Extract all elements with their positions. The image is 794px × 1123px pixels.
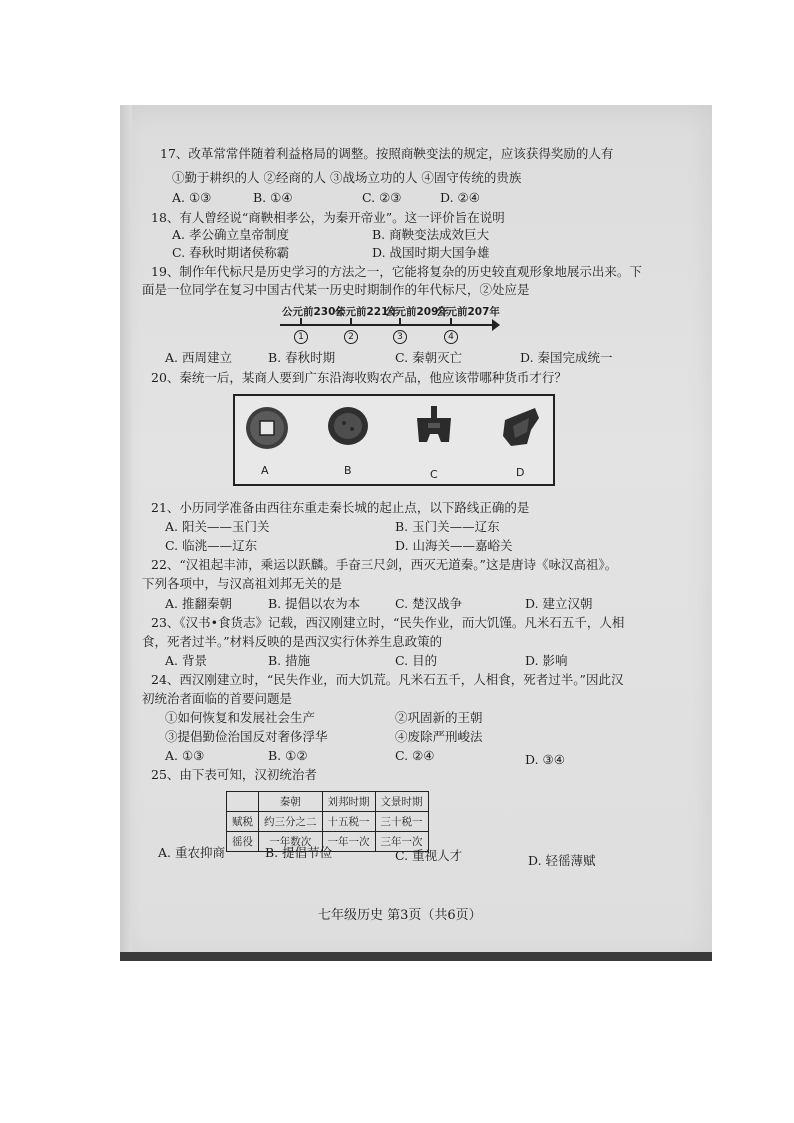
table-header-cell: 秦朝 [259, 792, 323, 812]
timeline-year-1: 公元前230年 [282, 306, 346, 318]
q23-option-a: A. 背景 [165, 653, 207, 668]
q24-option-a: A. ①③ [165, 748, 205, 763]
table-cell: 一年数次 [259, 832, 323, 852]
table-header-cell: 文景时期 [375, 792, 428, 812]
q22-option-a: A. 推翻秦朝 [165, 596, 232, 611]
q17-stem: 17、改革常常伴随着利益格局的调整。按照商鞅变法的规定，应该获得奖励的人有 [160, 146, 614, 161]
coin-image-box [233, 394, 555, 486]
timeline-tick [399, 318, 401, 326]
timeline-mark-2: 2 [344, 330, 358, 344]
q23-option-d: D. 影响 [525, 653, 568, 668]
table-cell: 赋税 [227, 812, 259, 832]
q24-item-2: ②巩固新的王朝 [395, 710, 483, 725]
q21-option-b: B. 玉门关——辽东 [395, 519, 500, 534]
coin-b-round-icon [328, 407, 368, 445]
q24-stem-line2: 初统治者面临的首要问题是 [142, 691, 293, 706]
q18-option-b: B. 商鞅变法成效巨大 [372, 227, 490, 242]
q22-option-b: B. 提倡以农为本 [268, 596, 361, 611]
coin-a-banliang-icon [246, 407, 288, 449]
coin-label-d: D [516, 466, 525, 479]
q25-option-c: C. 重视人才 [395, 848, 463, 863]
q23-option-b: B. 措施 [268, 653, 311, 668]
q24-option-d: D. ③④ [525, 752, 565, 767]
q19-option-a: A. 西周建立 [165, 350, 232, 365]
q21-option-a: A. 阳关——玉门关 [165, 519, 270, 534]
timeline-year-4: 公元前207年 [436, 306, 500, 318]
coin-label-c: C [430, 468, 438, 481]
timeline-tick [350, 318, 352, 326]
table-cell: 十五税一 [322, 812, 375, 832]
table-header-cell [227, 792, 259, 812]
q25-option-d: D. 轻徭薄赋 [528, 853, 596, 868]
q23-stem-line2: 食，死者过半。”材料反映的是西汉实行休养生息政策的 [142, 634, 443, 649]
q17-option-c: C. ②③ [362, 190, 402, 205]
timeline-mark-3: 3 [393, 330, 407, 344]
coin-d-irregular-icon [503, 408, 539, 446]
q17-items: ①勤于耕织的人 ②经商的人 ③战场立功的人 ④固守传统的贵族 [172, 170, 522, 185]
coin-label-b: B [344, 464, 352, 477]
q17-option-b: B. ①④ [253, 190, 293, 205]
q23-option-c: C. 目的 [395, 653, 438, 668]
q22-stem-line2: 下列各项中，与汉高祖刘邦无关的是 [142, 576, 343, 591]
q21-stem: 21、小历同学准备由西往东重走秦长城的起止点，以下路线正确的是 [151, 500, 530, 515]
q22-option-c: C. 楚汉战争 [395, 596, 463, 611]
coin-label-a: A [261, 464, 269, 477]
q24-item-4: ④废除严刑峻法 [395, 729, 483, 744]
coin-c-spade-icon [417, 406, 451, 442]
q24-stem-line1: 24、西汉刚建立时，“民失作业，而大饥荒。凡米石五千，人相食，死者过半。”因此汉 [151, 672, 624, 687]
q22-option-d: D. 建立汉朝 [525, 596, 593, 611]
q18-option-d: D. 战国时期大国争雄 [372, 245, 490, 260]
q18-option-a: A. 孝公确立皇帝制度 [172, 227, 289, 242]
q24-option-c: C. ②④ [395, 748, 435, 763]
table-cell: 三十税一 [375, 812, 428, 832]
page-footer: 七年级历史 第3页（共6页） [318, 908, 482, 923]
timeline-mark-4: 4 [444, 330, 458, 344]
q19-stem-line1: 19、制作年代标尺是历史学习的方法之一，它能将复杂的历史较直观形象地展示出来。下 [151, 264, 642, 279]
q22-stem-line1: 22、“汉祖起丰沛，乘运以跃麟。手奋三尺剑，西灭无道秦。”这是唐诗《咏汉高祖》。 [151, 557, 618, 572]
page-shadow [120, 105, 132, 961]
table-header-row [227, 792, 429, 812]
table-cell: 三年一次 [375, 832, 428, 852]
page-bottom-edge [120, 952, 712, 961]
q21-option-c: C. 临洮——辽东 [165, 538, 258, 553]
timeline-tick [450, 318, 452, 326]
timeline-tick [300, 318, 302, 326]
table-row [227, 812, 429, 832]
q18-option-c: C. 春秋时期诸侯称霸 [172, 245, 290, 260]
q24-option-b: B. ①② [268, 748, 308, 763]
q24-item-1: ①如何恢复和发展社会生产 [165, 710, 316, 725]
q21-option-d: D. 山海关——嘉峪关 [395, 538, 513, 553]
q24-item-3: ③提倡勤俭治国反对奢侈浮华 [165, 729, 328, 744]
q17-option-a: A. ①③ [172, 190, 212, 205]
q19-stem-line2: 面是一位同学在复习中国古代某一历史时期制作的年代标尺，②处应是 [142, 282, 530, 297]
table-cell: 约三分之二 [259, 812, 323, 832]
q20-stem: 20、秦统一后，某商人要到广东沿海收购农产品，他应该带哪种货币才行？ [151, 370, 567, 385]
q25-option-a: A. 重农抑商 [158, 845, 225, 860]
timeline-arrow [492, 319, 500, 331]
timeline-year-3: 公元前209年 [385, 306, 449, 318]
q19-option-c: C. 秦朝灭亡 [395, 350, 463, 365]
tax-comparison-table [226, 791, 429, 852]
ancient-coins-illustration [235, 396, 553, 484]
q19-option-b: B. 春秋时期 [268, 350, 336, 365]
timeline-year-2: 公元前221年 [335, 306, 399, 318]
table-header-cell: 刘邦时期 [322, 792, 375, 812]
q23-stem-line1: 23、《汉书•食货志》记载，西汉刚建立时，“民失作业，而大饥馑。凡米石五千，人相 [151, 615, 625, 630]
q17-option-d: D. ②④ [440, 190, 480, 205]
table-cell: 徭役 [227, 832, 259, 852]
q25-stem: 25、由下表可知，汉初统治者 [151, 767, 317, 782]
q19-option-d: D. 秦国完成统一 [520, 350, 613, 365]
timeline-axis [280, 324, 495, 326]
timeline-mark-1: 1 [294, 330, 308, 344]
q18-stem: 18、有人曾经说“商鞅相孝公，为秦开帝业”。这一评价旨在说明 [151, 210, 505, 225]
table-cell: 一年一次 [322, 832, 375, 852]
q25-option-b: B. 提倡节俭 [265, 845, 333, 860]
